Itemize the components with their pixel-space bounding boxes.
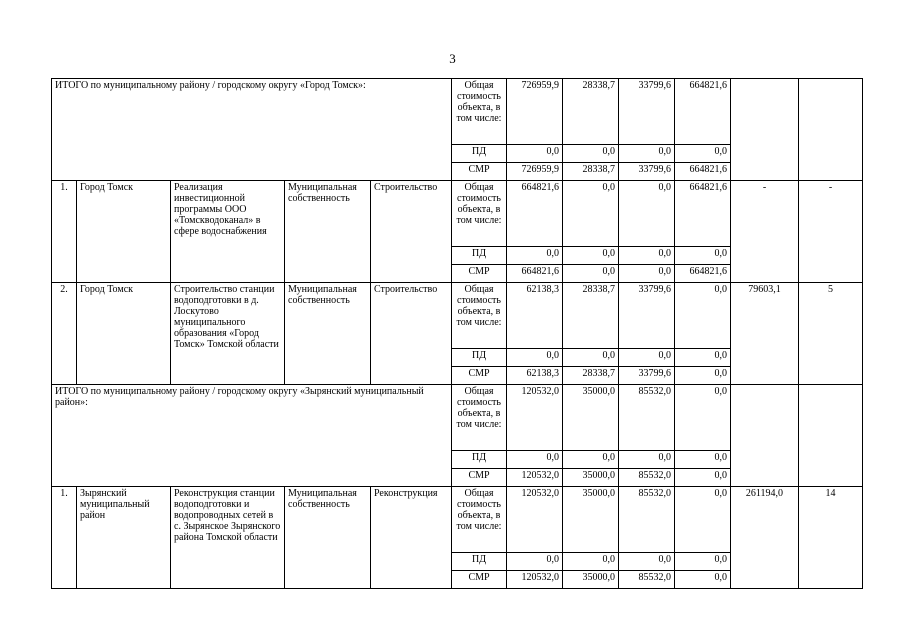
group-total-title: ИТОГО по муниципальному району / городскому округу «Город Томск»:	[52, 79, 452, 181]
total-cost-label: Общая стоимость объекта, в том числе:	[452, 79, 507, 145]
value-cell: 85532,0	[619, 385, 675, 451]
work-type-cell: Строительство	[371, 283, 452, 385]
pd-label: ПД	[452, 145, 507, 163]
value-cell: 0,0	[507, 553, 563, 571]
extra-cell: -	[799, 181, 863, 283]
value-cell: 664821,6	[507, 265, 563, 283]
value-cell: 85532,0	[619, 469, 675, 487]
value-cell: 664821,6	[675, 79, 731, 145]
value-cell: 0,0	[563, 349, 619, 367]
value-cell: 0,0	[507, 451, 563, 469]
total-cost-label: Общая стоимость объекта, в том числе:	[452, 283, 507, 349]
value-cell: 28338,7	[563, 163, 619, 181]
value-cell: 33799,6	[619, 163, 675, 181]
empty-cell	[731, 385, 799, 487]
value-cell: 0,0	[563, 553, 619, 571]
value-cell: 664821,6	[675, 265, 731, 283]
object-name-cell: Строительство станции водоподготовки в д. Лоскутово муниципального образования «Город Томск» Томской области	[171, 283, 285, 385]
value-cell: 726959,9	[507, 79, 563, 145]
row-number: 2.	[52, 283, 77, 385]
object-name-cell: Реализация инвестиционной программы ООО «Томскводоканал» в сфере водоснабжения	[171, 181, 285, 283]
municipality-cell: Город Томск	[77, 181, 171, 283]
value-cell: 0,0	[675, 367, 731, 385]
value-cell: 0,0	[619, 553, 675, 571]
extra-cell: 14	[799, 487, 863, 589]
value-cell: 35000,0	[563, 571, 619, 589]
extra-cell: 261194,0	[731, 487, 799, 589]
value-cell: 120532,0	[507, 469, 563, 487]
value-cell: 0,0	[619, 247, 675, 265]
value-cell: 62138,3	[507, 283, 563, 349]
table-row	[52, 385, 863, 451]
value-cell: 33799,6	[619, 283, 675, 349]
table-row	[52, 283, 863, 349]
total-cost-label: Общая стоимость объекта, в том числе:	[452, 385, 507, 451]
value-cell: 0,0	[563, 451, 619, 469]
ownership-cell: Муниципальная собственность	[285, 487, 371, 589]
value-cell: 0,0	[619, 181, 675, 247]
value-cell: 0,0	[619, 265, 675, 283]
value-cell: 62138,3	[507, 367, 563, 385]
value-cell: 664821,6	[675, 181, 731, 247]
value-cell: 28338,7	[563, 283, 619, 349]
smr-label: СМР	[452, 571, 507, 589]
extra-cell: -	[731, 181, 799, 283]
total-cost-label: Общая стоимость объекта, в том числе:	[452, 487, 507, 553]
municipality-cell: Зырянский муниципальный район	[77, 487, 171, 589]
value-cell: 0,0	[507, 349, 563, 367]
row-number: 1.	[52, 181, 77, 283]
value-cell: 0,0	[563, 181, 619, 247]
value-cell: 0,0	[675, 247, 731, 265]
pd-label: ПД	[452, 451, 507, 469]
work-type-cell: Реконструкция	[371, 487, 452, 589]
table-row	[52, 487, 863, 553]
value-cell: 0,0	[675, 349, 731, 367]
value-cell: 0,0	[675, 451, 731, 469]
pd-label: ПД	[452, 247, 507, 265]
value-cell: 120532,0	[507, 571, 563, 589]
table-row	[52, 181, 863, 247]
value-cell: 33799,6	[619, 367, 675, 385]
ownership-cell: Муниципальная собственность	[285, 283, 371, 385]
table-row	[52, 79, 863, 145]
value-cell: 0,0	[675, 553, 731, 571]
empty-cell	[799, 79, 863, 181]
value-cell: 0,0	[675, 283, 731, 349]
extra-cell: 79603,1	[731, 283, 799, 385]
value-cell: 0,0	[563, 145, 619, 163]
smr-label: СМР	[452, 163, 507, 181]
smr-label: СМР	[452, 265, 507, 283]
value-cell: 33799,6	[619, 79, 675, 145]
pd-label: ПД	[452, 349, 507, 367]
page-number: 3	[449, 51, 456, 66]
value-cell: 726959,9	[507, 163, 563, 181]
value-cell: 28338,7	[563, 79, 619, 145]
ownership-cell: Муниципальная собственность	[285, 181, 371, 283]
value-cell: 35000,0	[563, 487, 619, 553]
value-cell: 0,0	[675, 145, 731, 163]
smr-label: СМР	[452, 469, 507, 487]
group-total-title: ИТОГО по муниципальному району / городскому округу «Зырянский муниципальный район»:	[52, 385, 452, 487]
empty-cell	[731, 79, 799, 181]
work-type-cell: Строительство	[371, 181, 452, 283]
empty-cell	[799, 385, 863, 487]
municipality-cell: Город Томск	[77, 283, 171, 385]
value-cell: 120532,0	[507, 385, 563, 451]
value-cell: 0,0	[507, 145, 563, 163]
value-cell: 664821,6	[675, 163, 731, 181]
investment-table	[51, 78, 863, 589]
value-cell: 28338,7	[563, 367, 619, 385]
value-cell: 85532,0	[619, 571, 675, 589]
extra-cell: 5	[799, 283, 863, 385]
value-cell: 0,0	[675, 469, 731, 487]
value-cell: 85532,0	[619, 487, 675, 553]
value-cell: 35000,0	[563, 469, 619, 487]
object-name-cell: Реконструкция станции водоподготовки и водопроводных сетей в с. Зырянское Зырянского района Томской области	[171, 487, 285, 589]
value-cell: 0,0	[675, 571, 731, 589]
value-cell: 0,0	[507, 247, 563, 265]
smr-label: СМР	[452, 367, 507, 385]
value-cell: 0,0	[619, 451, 675, 469]
row-number: 1.	[52, 487, 77, 589]
value-cell: 35000,0	[563, 385, 619, 451]
value-cell: 664821,6	[507, 181, 563, 247]
value-cell: 0,0	[563, 247, 619, 265]
value-cell: 0,0	[619, 349, 675, 367]
value-cell: 0,0	[619, 145, 675, 163]
total-cost-label: Общая стоимость объекта, в том числе:	[452, 181, 507, 247]
value-cell: 0,0	[675, 487, 731, 553]
value-cell: 120532,0	[507, 487, 563, 553]
value-cell: 0,0	[563, 265, 619, 283]
value-cell: 0,0	[675, 385, 731, 451]
pd-label: ПД	[452, 553, 507, 571]
